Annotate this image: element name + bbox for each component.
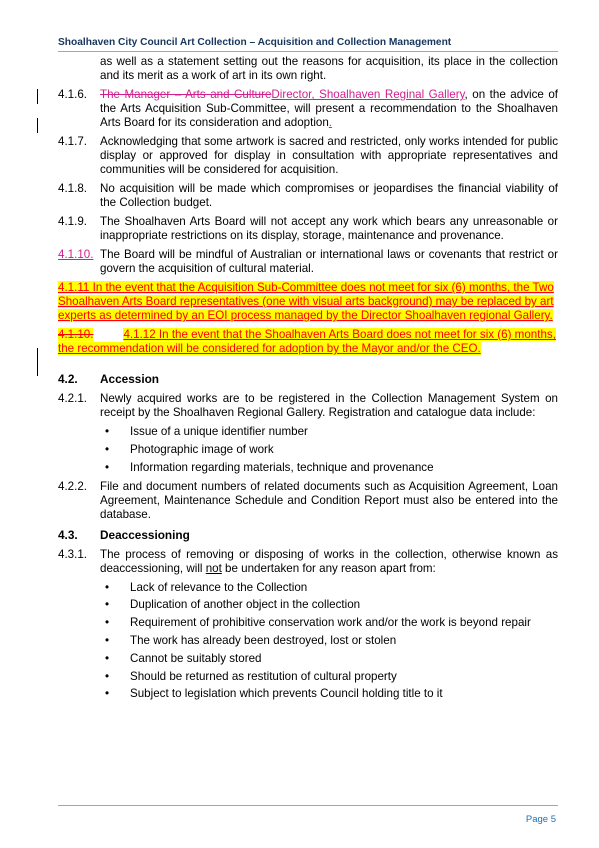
list-item: • Photographic image of work — [105, 442, 274, 456]
list-item: • Lack of relevance to the Collection — [105, 580, 308, 594]
page-header: Shoalhaven City Council Art Collection – Acquisition and Collection Management — [58, 37, 558, 52]
list-item: • Duplication of another object in the collection — [105, 598, 361, 612]
tracked-insertion: . — [328, 116, 333, 129]
clause-4-1-10: 4.1.10. The Board will be mindful of Australian or international laws or covenants that restrict or govern the acquisition of cultural material. — [58, 248, 558, 275]
list-item: • Information regarding materials, technique and provenance — [105, 460, 434, 474]
page-number: Page 5 — [525, 814, 556, 825]
accession-bullet-list — [58, 425, 558, 475]
highlighted-insertion: 4.1.12 In the event that the Shoalhaven Arts Board does not meet for six (6) months, the recommendation will be considered for adoption by the Mayor and/or the CEO. — [58, 328, 556, 355]
footer-rule — [58, 805, 558, 806]
section-heading-accession: 4.2. Accession — [58, 372, 160, 386]
tracked-insertion: Director, Shoalhaven Reginal Gallery — [271, 88, 465, 101]
tracked-deletion: 4.1.10. — [58, 328, 94, 341]
list-item: • Requirement of prohibitive conservation work and/or the work is beyond repair — [105, 616, 531, 630]
clause-4-1-7: 4.1.7. Acknowledging that some artwork is sacred and restricted, only works intended for public display or approved for display in consultation with appropriate representatives and communities will be considered for acquisition. — [58, 135, 558, 176]
clause-4-2-1: 4.2.1. Newly acquired works are to be registered in the Collection Management System on receipt by the Shoalhaven Regional Gallery. Registration and catalogue data include: — [58, 392, 558, 419]
list-item: • Issue of a unique identifier number — [105, 425, 308, 438]
clause-4-1-12 — [58, 328, 558, 356]
highlighted-insertion: 4.1.11 In the event that the Acquisition Sub-Committee does not meet for six (6) months, the Two Shoalhaven Arts Board representatives (one with visual arts background) may be replaced by art experts as determined by an EOI process managed by the Director Shoalhaven regional Gallery. — [58, 281, 554, 322]
clause-4-1-6: 4.1.6. The Manager – Arts and CultureDirector, Shoalhaven Reginal Gallery, on the advice of the Arts Acquisition Sub-Committee, will present a recommendation to the Shoalhaven Arts Board for its consideration and adoption. — [58, 88, 558, 129]
section-heading-deaccessioning: 4.3. Deaccessioning — [58, 527, 190, 542]
clause-4-3-1: 4.3.1. The process of removing or disposing of works in the collection, otherwise known as deaccessioning, will not be undertaken for any reason apart from: — [58, 547, 558, 575]
intro-continuation: as well as a statement setting out the reasons for acquisition, its place in the collection and its merit as a work of art in its own right. — [100, 55, 558, 82]
list-item: • Should be returned as restitution of cultural property — [105, 669, 397, 683]
list-item: • Subject to legislation which prevents Council holding title to it — [105, 687, 443, 701]
clause-4-1-8: 4.1.8. No acquisition will be made which compromises or jeopardises the financial viability of the Collection budget. — [58, 182, 558, 209]
clause-4-2-2: 4.2.2. File and document numbers of related documents such as Acquisition Agreement, Loan Agreement, Maintenance Schedule and Condition Report must also be entered into the database. — [58, 479, 558, 521]
clause-4-1-11 — [58, 281, 558, 323]
clause-4-1-9: 4.1.9. The Shoalhaven Arts Board will not accept any work which bears any unreasonable or inappropriate restrictions on its display, storage, maintenance and provenance. — [58, 215, 558, 242]
change-bar — [37, 118, 38, 133]
document-body — [58, 55, 558, 706]
tracked-deletion: The Manager – Arts and Culture — [100, 88, 272, 101]
change-bar — [37, 348, 38, 376]
change-bar — [37, 89, 38, 104]
list-item: • The work has already been destroyed, lost or stolen — [105, 633, 397, 647]
list-item: • Cannot be suitably stored — [105, 651, 262, 665]
deaccession-bullet-list — [58, 581, 558, 702]
